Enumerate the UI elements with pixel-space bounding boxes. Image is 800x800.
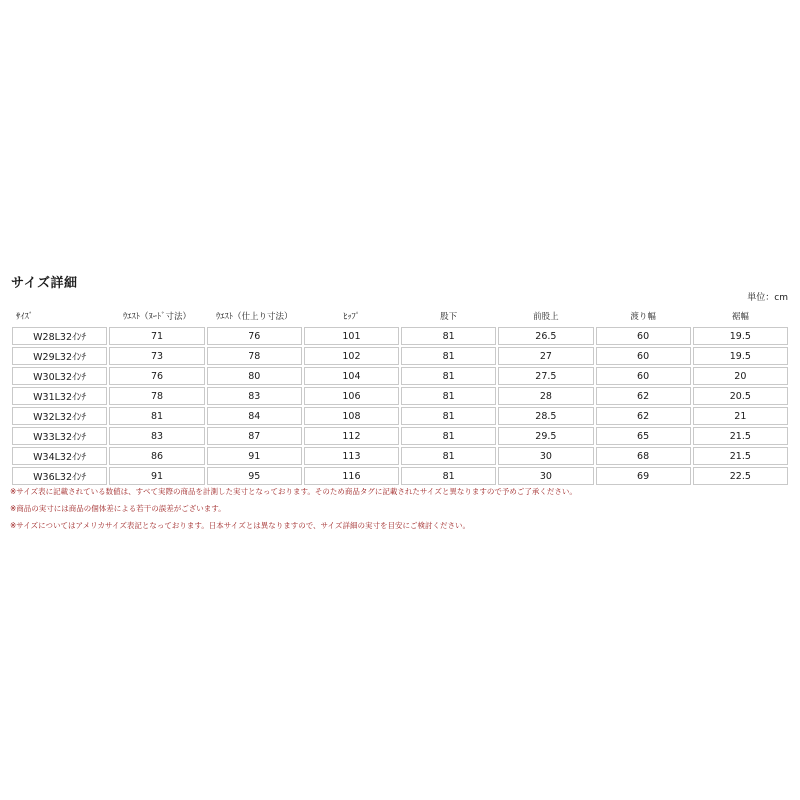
notes-section bbox=[10, 483, 790, 534]
cell-thigh-width: 69 bbox=[596, 467, 691, 485]
cell-front-rise: 30 bbox=[498, 467, 593, 485]
header-hip: ﾋｯﾌﾟ bbox=[342, 312, 360, 322]
cell-waist-finished: 80 bbox=[207, 367, 302, 385]
cell-hip: 104 bbox=[304, 367, 399, 385]
cell-inseam: 81 bbox=[401, 347, 496, 365]
cell-thigh-width: 60 bbox=[596, 367, 691, 385]
cell-waist-finished: 83 bbox=[207, 387, 302, 405]
cell-inseam: 81 bbox=[401, 467, 496, 485]
cell-size: W36L32ｲﾝﾁ bbox=[12, 467, 107, 485]
cell-front-rise: 27.5 bbox=[498, 367, 593, 385]
cell-inseam: 81 bbox=[401, 447, 496, 465]
cell-waist-finished: 76 bbox=[207, 327, 302, 345]
table-header-row bbox=[12, 307, 788, 325]
unit-label: 単位：cm bbox=[747, 293, 788, 303]
cell-waist-nude: 86 bbox=[109, 447, 204, 465]
cell-waist-finished: 78 bbox=[207, 347, 302, 365]
cell-front-rise: 26.5 bbox=[498, 327, 593, 345]
note-variance: ※商品の実寸には商品の個体差による若干の誤差がございます。 bbox=[10, 504, 226, 513]
table-row bbox=[12, 367, 788, 385]
cell-waist-nude: 83 bbox=[109, 427, 204, 445]
cell-size: W30L32ｲﾝﾁ bbox=[12, 367, 107, 385]
cell-size: W34L32ｲﾝﾁ bbox=[12, 447, 107, 465]
cell-waist-finished: 87 bbox=[207, 427, 302, 445]
cell-front-rise: 27 bbox=[498, 347, 593, 365]
cell-waist-finished: 91 bbox=[207, 447, 302, 465]
cell-waist-nude: 71 bbox=[109, 327, 204, 345]
cell-thigh-width: 60 bbox=[596, 327, 691, 345]
header-inseam: 股下 bbox=[440, 312, 458, 322]
cell-thigh-width: 68 bbox=[596, 447, 691, 465]
header-size: ｻｲｽﾞ bbox=[16, 312, 34, 322]
cell-waist-nude: 78 bbox=[109, 387, 204, 405]
cell-thigh-width: 60 bbox=[596, 347, 691, 365]
cell-hem-width: 19.5 bbox=[693, 327, 788, 345]
cell-size: W28L32ｲﾝﾁ bbox=[12, 327, 107, 345]
page-title: サイズ詳細 bbox=[11, 276, 78, 291]
cell-hem-width: 20.5 bbox=[693, 387, 788, 405]
table-row bbox=[12, 407, 788, 425]
header-hem-width: 裾幅 bbox=[731, 312, 749, 322]
table-row bbox=[12, 427, 788, 445]
header-waist-finished: ｳｴｽﾄ（仕上り寸法） bbox=[215, 312, 293, 322]
size-table bbox=[10, 305, 790, 487]
cell-waist-nude: 91 bbox=[109, 467, 204, 485]
cell-waist-nude: 81 bbox=[109, 407, 204, 425]
cell-inseam: 81 bbox=[401, 387, 496, 405]
note-measurement: ※サイズ表に記載されている数値は、すべて実際の商品を計測した実寸となっております。そのため商品タグに記載されたサイズと異なりますので予めご了承ください。 bbox=[10, 487, 577, 496]
cell-front-rise: 28.5 bbox=[498, 407, 593, 425]
cell-waist-nude: 76 bbox=[109, 367, 204, 385]
table-row bbox=[12, 447, 788, 465]
cell-front-rise: 30 bbox=[498, 447, 593, 465]
cell-waist-finished: 84 bbox=[207, 407, 302, 425]
cell-hip: 106 bbox=[304, 387, 399, 405]
cell-waist-nude: 73 bbox=[109, 347, 204, 365]
cell-inseam: 81 bbox=[401, 327, 496, 345]
cell-hem-width: 21.5 bbox=[693, 427, 788, 445]
cell-thigh-width: 62 bbox=[596, 387, 691, 405]
cell-size: W31L32ｲﾝﾁ bbox=[12, 387, 107, 405]
cell-hip: 108 bbox=[304, 407, 399, 425]
header-thigh-width: 渡り幅 bbox=[630, 312, 656, 322]
cell-inseam: 81 bbox=[401, 427, 496, 445]
cell-size: W32L32ｲﾝﾁ bbox=[12, 407, 107, 425]
cell-front-rise: 28 bbox=[498, 387, 593, 405]
header-waist-nude: ｳｴｽﾄ（ﾇｰﾄﾞ寸法） bbox=[123, 312, 192, 322]
cell-thigh-width: 62 bbox=[596, 407, 691, 425]
cell-hem-width: 21.5 bbox=[693, 447, 788, 465]
cell-hip: 112 bbox=[304, 427, 399, 445]
cell-front-rise: 29.5 bbox=[498, 427, 593, 445]
table-row bbox=[12, 327, 788, 345]
cell-waist-finished: 95 bbox=[207, 467, 302, 485]
cell-inseam: 81 bbox=[401, 367, 496, 385]
cell-thigh-width: 65 bbox=[596, 427, 691, 445]
cell-hip: 113 bbox=[304, 447, 399, 465]
cell-hem-width: 22.5 bbox=[693, 467, 788, 485]
table-row bbox=[12, 387, 788, 405]
cell-hip: 116 bbox=[304, 467, 399, 485]
table-row bbox=[12, 347, 788, 365]
cell-hem-width: 20 bbox=[693, 367, 788, 385]
cell-hem-width: 19.5 bbox=[693, 347, 788, 365]
cell-size: W33L32ｲﾝﾁ bbox=[12, 427, 107, 445]
cell-hip: 102 bbox=[304, 347, 399, 365]
cell-inseam: 81 bbox=[401, 407, 496, 425]
note-us-sizing: ※サイズについてはアメリカサイズ表記となっております。日本サイズとは異なりますので、サイズ詳細の実寸を目安にご検討ください。 bbox=[10, 521, 470, 530]
cell-hip: 101 bbox=[304, 327, 399, 345]
cell-size: W29L32ｲﾝﾁ bbox=[12, 347, 107, 365]
header-front-rise: 前股上 bbox=[533, 312, 559, 322]
cell-hem-width: 21 bbox=[693, 407, 788, 425]
